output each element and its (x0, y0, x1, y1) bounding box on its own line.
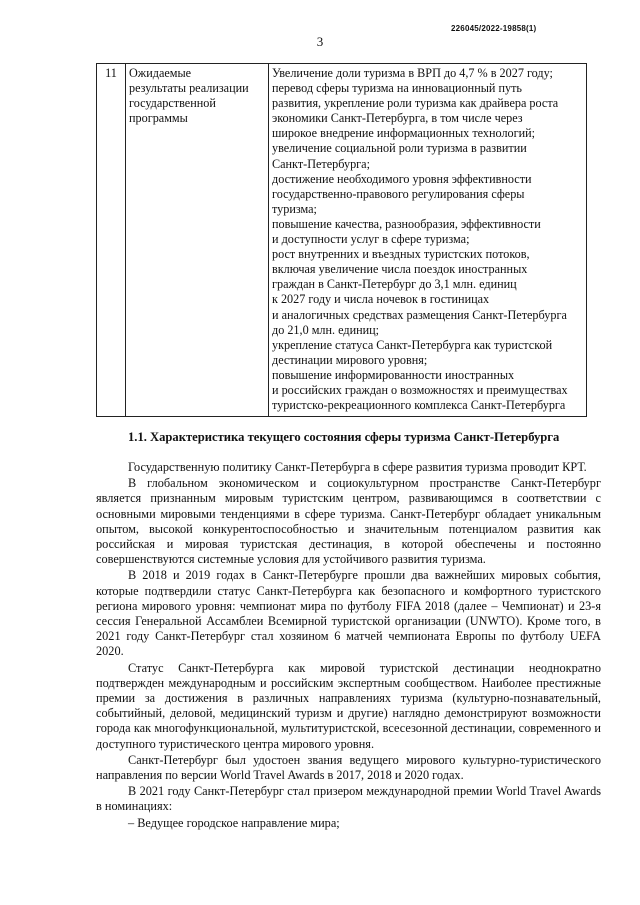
page-number: 3 (316, 34, 324, 49)
content-line: туристско-рекреационного комплекса Санкт-Петербурга (272, 398, 566, 413)
content-line: рост внутренних и въездных туристских потоков, (272, 247, 530, 262)
table-row (97, 64, 587, 417)
content-line: повышение информированности иностранных (272, 367, 515, 382)
content-line: Увеличение доли туризма в ВРП до 4,7 % в 2027 году; (272, 66, 553, 80)
content-line: широкое внедрение информационных технологий; (272, 126, 536, 141)
paragraph: – Ведущее городское направление мира; (128, 815, 340, 830)
content-line: и аналогичных средствах размещения Санкт-Петербурга (272, 307, 567, 322)
paragraph: В 2018 и 2019 годах в Санкт-Петербурге прошли два важнейших мировых события, которые подтвердили статус Санкт-Петербурга как безопасного и комфортного туристского региона мирового уровня: чемпионат мира по футболу FIFA 2018 (далее – Чемпионат) и 23-я сессия Генеральной Ассамблеи Всемирной туристской организации (UNWTO). Кроме того, в 2021 году Санкт-Петербург стал хозяином 6 матчей чемпионата Европы по футболу UEFA 2020. (96, 568, 601, 659)
content-line: Санкт-Петербурга; (272, 156, 370, 171)
content-line: повышение качества, разнообразия, эффективности (272, 216, 541, 231)
content-line: и российских граждан о возможностях и преимуществах (272, 382, 568, 397)
paragraph: Статус Санкт-Петербурга как мировой туристской дестинации неоднократно подтвержден международным и российским экспертным сообществом. Наиболее престижные премии за достижения в различных направлениях туризма (культурно-познавательный, событийный, деловой, медицинский туризм и другие) наглядно демонстрируют возможности города как многофункциональной, мультитуристской, всесезонной дестинации, современного и доступного туристического центра мирового уровня. (96, 660, 601, 751)
content-line: развития, укрепление роли туризма как драйвера роста (272, 96, 559, 111)
content-line: экономики Санкт-Петербурга, в том числе через (272, 111, 523, 126)
content-line: укрепление статуса Санкт-Петербурга как туристской (272, 337, 553, 352)
row-content-cell (269, 64, 587, 417)
paragraph: Санкт-Петербург был удостоен звания ведущего мирового культурно-туристического направления по версии World Travel Awards в 2017, 2018 и 2020 годах. (96, 752, 601, 783)
paragraph: В глобальном экономическом и социокультурном пространстве Санкт-Петербург является признанным мировым туристским центром, развивающимся в соответствии с основными мировыми тенденциями в сфере туризма. Санкт-Петербург обладает уникальным опытом, высокой конкурентоспособностью и значительным потенциалом развития как российская и мировая туристская дестинация, в которой обеспечены и постоянно совершенствуются системные условия для устойчивого развития туризма. (96, 476, 601, 567)
content-line: дестинации мирового уровня; (272, 352, 428, 367)
content-line: увеличение социальной роли туризма в развитии (272, 141, 527, 156)
content-line: граждан в Санкт-Петербург до 3,1 млн. единиц (272, 277, 517, 292)
section-body (96, 460, 601, 832)
content-line: и доступности услуг в сфере туризма; (272, 232, 470, 247)
label-line: результаты реализации (129, 81, 249, 96)
row-label-cell (126, 64, 269, 417)
section-heading: 1.1. Характеристика текущего состояния сферы туризма Санкт-Петербурга (128, 430, 560, 444)
document-number: 226045/2022-19858(1) (451, 24, 537, 33)
content-line: до 21,0 млн. единиц; (272, 322, 380, 337)
program-results-table (96, 63, 587, 417)
row-number-cell: 11 (97, 64, 126, 417)
label-line: программы (129, 111, 188, 126)
content-line: перевод сферы туризма на инновационный путь (272, 81, 522, 96)
paragraph: Государственную политику Санкт-Петербурга в сфере развития туризма проводит КРТ. (128, 460, 587, 474)
content-line: достижение необходимого уровня эффективности (272, 171, 532, 186)
content-line: государственно-правового регулирования сферы (272, 186, 525, 201)
content-line: к 2027 году и числа ночевок в гостиницах (272, 292, 490, 307)
content-line: включая увеличение числа поездок иностранных (272, 262, 528, 277)
label-line: Ожидаемые (129, 66, 192, 80)
paragraph: В 2021 году Санкт-Петербург стал призером международной премии World Travel Awards в номинациях: (96, 784, 601, 814)
content-line: туризма; (272, 201, 317, 216)
label-line: государственной (129, 96, 216, 111)
